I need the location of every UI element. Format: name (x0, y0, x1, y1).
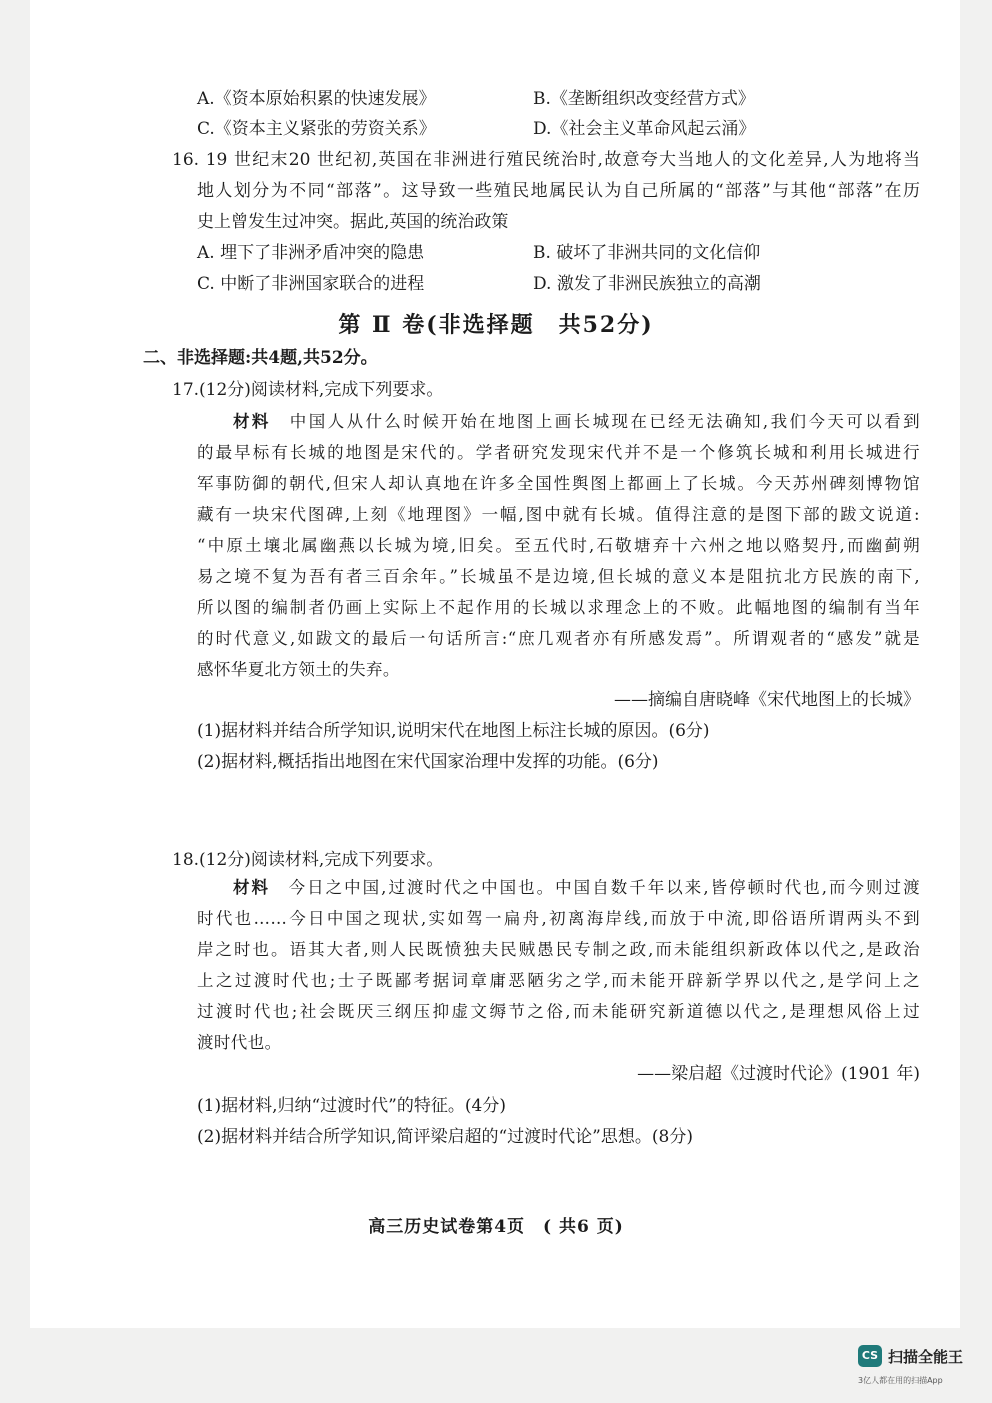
q18-material-line5: 过渡时代也;社会既厌三纲压抑虚文缛节之俗,而未能研究新道德以代之,是理想风俗上过 (197, 1002, 920, 1021)
q18-stem: 18.(12分)阅读材料,完成下列要求。 (172, 850, 444, 870)
q17-material-line9: 感怀华夏北方领土的失弃。 (197, 660, 400, 679)
section-heading: 第 Ⅱ 卷(非选择题 共52分) (338, 312, 654, 338)
watermark-app-name: 扫描全能王 (888, 1348, 964, 1366)
q18-material-line3: 岸之时也。语其大者,则人民既愤独夫民贼愚民专制之政,而未能组织新政体以代之,是政治 (197, 940, 920, 959)
page-footer: 高三历史试卷第4页 ( 共6 页) (368, 1217, 624, 1237)
q18-material-line4: 上之过渡时代也;士子既鄙考据词章庸恶陋劣之学,而未能开辟新学界以代之,是学问上之 (197, 971, 920, 990)
q17-material-line5: “中原土壤北属幽燕以长城为境,旧矣。至五代时,石敬塘弃十六州之地以赂契丹,而幽蓟朔 (197, 536, 920, 555)
q17-material-label: 材料 (233, 412, 271, 431)
q17-material-line3: 军事防御的朝代,但宋人却认真地在许多全国性舆图上都画上了长城。今天苏州碑刻博物馆 (197, 474, 920, 493)
camscanner-logo-icon: CS (858, 1345, 882, 1367)
q16-stem-line3: 史上曾发生过冲突。据此,英国的统治政策 (197, 212, 509, 232)
watermark-tagline: 3亿人都在用的扫描App (858, 1376, 943, 1385)
section-intro: 二、非选择题:共4题,共52分。 (143, 348, 378, 368)
q17-material-line6: 易之境不复为吾有者三百余年。”长城虽不是边境,但长城的意义本是阻抗北方民族的南下, (197, 567, 920, 586)
q16-option-a: A. 埋下了非洲矛盾冲突的隐患 (197, 243, 425, 263)
q17-material-line2: 的最早标有长城的地图是宋代的。学者研究发现宋代并不是一个修筑长城和利用长城进行 (197, 443, 920, 462)
q15-option-d: D.《社会主义革命风起云涌》 (533, 119, 756, 139)
q18-material-label: 材料 (233, 878, 271, 897)
q18-subquestion-1: (1)据材料,归纳“过渡时代”的特征。(4分) (197, 1096, 506, 1116)
q17-material-line1 (233, 410, 920, 434)
q17-subquestion-2: (2)据材料,概括指出地图在宋代国家治理中发挥的功能。(6分) (197, 752, 659, 772)
q17-material-line7: 所以图的编制者仍画上实际上不起作用的长城以求理念上的不败。此幅地图的编制有当年 (197, 598, 920, 617)
q17-material-text: 中国人从什么时候开始在地图上画长城现在已经无法确知,我们今天可以看到 (287, 412, 920, 431)
q18-source: ——梁启超《过渡时代论》(1901 年) (637, 1064, 920, 1084)
q17-source: ——摘编自唐晓峰《宋代地图上的长城》 (614, 690, 920, 710)
q17-subquestion-1: (1)据材料并结合所学知识,说明宋代在地图上标注长城的原因。(6分) (197, 721, 710, 741)
q15-option-b: B.《垄断组织改变经营方式》 (533, 89, 755, 109)
q18-material-line2: 时代也……今日中国之现状,实如驾一扁舟,初离海岸线,而放于中流,即俗语所谓两头不到 (197, 909, 920, 928)
q16-stem-line1: 16. 19 世纪末20 世纪初,英国在非洲进行殖民统治时,故意夸大当地人的文化差异,人为地将当 (172, 150, 920, 170)
q18-material-line1 (233, 876, 920, 900)
q17-material-line4: 藏有一块宋代图碑,上刻《地理图》一幅,图中就有长城。值得注意的是图下部的跋文说道: (197, 505, 920, 524)
q16-stem-line2: 地人划分为不同“部落”。这导致一些殖民地属民认为自己所属的“部落”与其他“部落”在历 (197, 181, 920, 201)
q18-material-line6: 渡时代也。 (197, 1033, 282, 1052)
q18-subquestion-2: (2)据材料并结合所学知识,简评梁启超的“过渡时代论”思想。(8分) (197, 1127, 693, 1147)
scanner-watermark (858, 1345, 978, 1393)
q16-option-b: B. 破坏了非洲共同的文化信仰 (533, 243, 761, 263)
q17-stem: 17.(12分)阅读材料,完成下列要求。 (172, 380, 444, 400)
q17-material-line8: 的时代意义,如跋文的最后一句话所言:“庶几观者亦有所感发焉”。所谓观者的“感发”就是 (197, 629, 920, 648)
q16-option-d: D. 激发了非洲民族独立的高潮 (533, 274, 761, 294)
q15-option-a: A.《资本原始积累的快速发展》 (197, 89, 436, 109)
q15-option-c: C.《资本主义紧张的劳资关系》 (197, 119, 436, 139)
q18-material-text: 今日之中国,过渡时代之中国也。中国自数千年以来,皆停顿时代也,而今则过渡 (286, 878, 920, 897)
q16-option-c: C. 中断了非洲国家联合的进程 (197, 274, 425, 294)
